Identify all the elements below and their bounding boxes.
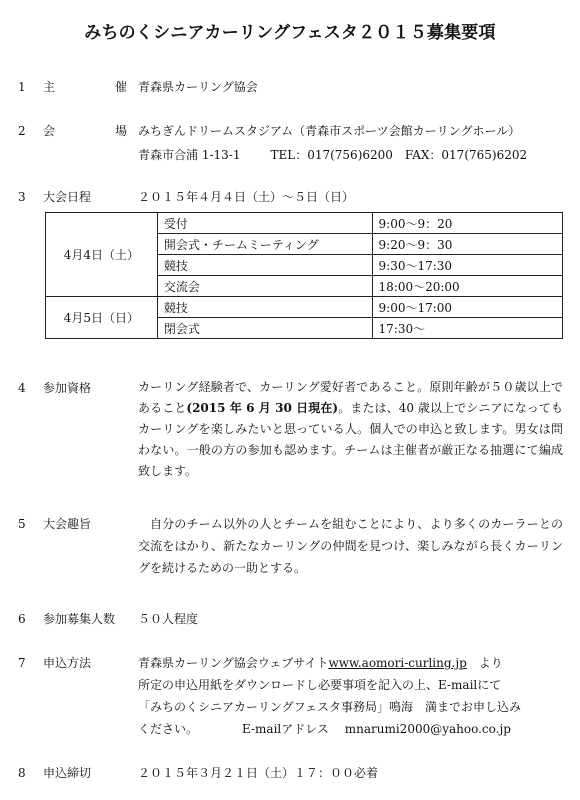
schedule-time: 18:00～20:00 (372, 276, 562, 297)
schedule-event: 交流会 (157, 276, 372, 297)
schedule-day: 4月5日（日） (46, 297, 158, 339)
section-label: 参加資格 (43, 381, 92, 395)
schedule-event: 開会式・チームミーティング (157, 234, 372, 255)
application-line: 青森県カーリング協会ウェブサイトwww.aomori-curling.jp より (138, 656, 503, 670)
section-number: 2 (18, 124, 26, 138)
schedule-time: 9:00～17:00 (372, 297, 562, 318)
section-number: 1 (18, 80, 26, 94)
page-title: みちのくシニアカーリングフェスタ２０１５募集要項 (84, 23, 496, 43)
application-text (138, 652, 563, 740)
section-label: 申込締切 (43, 766, 92, 780)
venue-value: みちぎんドリームスタジアム（青森市スポーツ会館カーリングホール） (138, 124, 521, 138)
schedule-time: 9:30～17:30 (372, 255, 562, 276)
schedule-time: 17:30～ (372, 318, 562, 339)
schedule-day: 4月4日（土） (46, 213, 158, 297)
section-number: 7 (18, 656, 26, 670)
venue-contact (138, 147, 527, 163)
venue-fax: FAX：017(765)6202 (404, 148, 528, 162)
section-label: 大会日程 (43, 190, 92, 204)
section-label: 申込方法 (43, 656, 92, 670)
schedule-event: 閉会式 (157, 318, 372, 339)
organizer-value: 青森県カーリング協会 (138, 80, 258, 94)
schedule-event: 競技 (157, 255, 372, 276)
schedule-time: 9:00～9：20 (372, 213, 562, 234)
capacity-value: ５０人程度 (138, 612, 199, 626)
table-row (46, 297, 563, 318)
application-line: 所定の申込用紙をダウンロードし必要事項を記入の上、E-mailにて (138, 678, 502, 692)
section-label: 主 催 (43, 80, 127, 94)
venue-address: 青森市合浦 1-13-1 (138, 148, 241, 162)
schedule-value: ２０１５年４月４日（土）～５日（日） (138, 190, 355, 204)
eligibility-text: カーリング経験者で、カーリング愛好者であること。原則年齢が５０歳以上であること(2015 年 6 月 30 日現在)。または、40 歳以上でシニアになってもカーリングを楽しみたいと思っている人。個人での申込と致します。男女は問わない。一般の方の参加も認めます。チームは主催者が厳正なる抽選にて編成致します。 (138, 380, 563, 478)
website-link[interactable]: www.aomori-curling.jp (328, 656, 467, 670)
schedule-event: 受付 (157, 213, 372, 234)
application-line: 「みちのくシニアカーリングフェスタ事務局」鳴海 満までお申し込み (138, 700, 522, 714)
section-label: 参加募集人数 (43, 612, 116, 626)
eligibility-date-note: (2015 年 6 月 30 日現在) (186, 401, 339, 415)
section-number: 8 (18, 766, 26, 780)
section-label: 会 場 (43, 124, 127, 138)
deadline-value: ２０１５年３月２１日（土）１７：００必着 (138, 766, 379, 780)
schedule-event: 競技 (157, 297, 372, 318)
application-line: ください。 E-mailアドレス mnarumi2000@yahoo.co.jp (138, 722, 511, 736)
section-number: 6 (18, 612, 26, 626)
section-number: 3 (18, 190, 26, 204)
email-address[interactable]: mnarumi2000@yahoo.co.jp (344, 722, 511, 736)
venue-tel: TEL：017(756)6200 (270, 148, 393, 162)
schedule-time: 9:20～9：30 (372, 234, 562, 255)
email-label: E-mailアドレス (242, 722, 329, 736)
schedule-table (45, 212, 563, 339)
purpose-text: 自分のチーム以外の人とチームを組むことにより、より多くのカーラーとの交流をはかり、新たなカーリングの仲間を見つけ、楽しみながら長くカーリングを続けるための一助とする。 (138, 517, 563, 575)
section-number: 5 (18, 517, 26, 531)
table-row (46, 213, 563, 234)
section-label: 大会趣旨 (43, 517, 92, 531)
section-number: 4 (18, 381, 26, 395)
